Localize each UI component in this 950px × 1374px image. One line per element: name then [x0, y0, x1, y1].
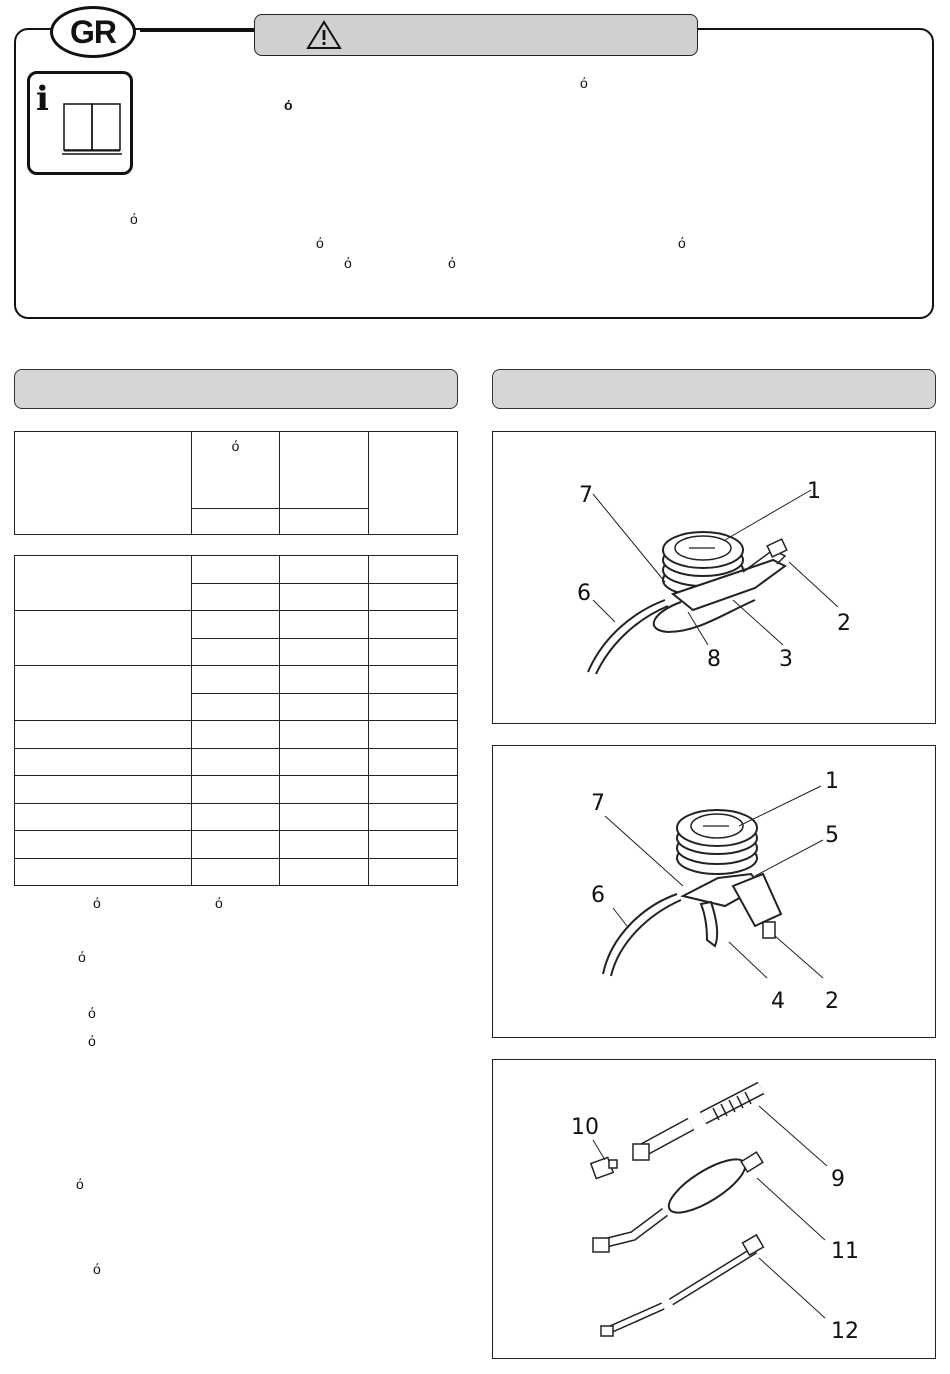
spec-header-cell — [368, 432, 457, 535]
table-cell — [191, 831, 279, 859]
spec-table-header — [14, 431, 458, 535]
table-cell — [280, 748, 368, 776]
notice-glyph: ό — [678, 235, 686, 251]
table-cell — [368, 831, 457, 859]
table-cell — [15, 666, 192, 721]
table-cell — [280, 776, 368, 804]
fig1-callout: 7 — [579, 483, 593, 508]
table-cell — [280, 666, 368, 694]
table-cell — [15, 721, 192, 749]
table-cell — [191, 611, 279, 639]
fig3-callout: 9 — [831, 1167, 845, 1192]
table-cell — [15, 556, 192, 611]
components-header — [492, 369, 936, 409]
table-cell — [15, 803, 192, 831]
table-cell — [368, 611, 457, 639]
table-cell — [368, 721, 457, 749]
notice-glyph: ό — [344, 255, 352, 271]
fig2-callout: 5 — [825, 823, 839, 848]
safety-notice-box — [14, 28, 934, 319]
table-cell — [280, 556, 368, 584]
table-cell — [191, 858, 279, 886]
note-glyph: ό — [76, 1176, 84, 1192]
fig1-callout: 8 — [707, 647, 721, 672]
notice-glyph: ό — [580, 75, 588, 91]
fig2-callout: 6 — [591, 883, 605, 908]
warning-triangle-icon — [306, 20, 342, 50]
table-cell — [368, 638, 457, 666]
language-badge — [50, 6, 136, 58]
table-cell — [191, 748, 279, 776]
spec-header-cell — [15, 432, 192, 535]
table-cell — [15, 611, 192, 666]
spec-header-cell — [280, 432, 368, 509]
notice-glyph: ό — [316, 235, 324, 251]
table-cell — [280, 858, 368, 886]
notice-glyph: ό — [130, 211, 138, 227]
fig1-callout: 3 — [779, 647, 793, 672]
language-code: GR — [70, 13, 116, 50]
table-cell — [15, 748, 192, 776]
table-cell — [368, 858, 457, 886]
figure-inflator-gauge — [492, 431, 936, 724]
spec-table-body — [14, 555, 458, 886]
table-cell — [280, 693, 368, 721]
table-cell — [368, 583, 457, 611]
fig3-callout: 10 — [571, 1115, 599, 1140]
fig1-callout: 1 — [807, 479, 821, 504]
table-cell — [191, 803, 279, 831]
table-cell — [191, 776, 279, 804]
figure-accessories — [492, 1059, 936, 1359]
notice-glyph: ό — [448, 255, 456, 271]
svg-text:i: i — [36, 79, 49, 119]
table-cell — [368, 556, 457, 584]
table-cell — [15, 858, 192, 886]
table-cell — [368, 748, 457, 776]
table-cell — [191, 556, 279, 584]
table-cell — [191, 666, 279, 694]
spec-header-glyph: ό — [231, 438, 240, 454]
spec-header-cell — [280, 509, 368, 535]
note-glyph: ό — [93, 1261, 101, 1277]
spec-header-cell — [191, 432, 279, 509]
table-cell — [191, 721, 279, 749]
fig2-callout: 1 — [825, 769, 839, 794]
fig2-callout: 7 — [591, 791, 605, 816]
table-cell — [368, 693, 457, 721]
table-cell — [191, 693, 279, 721]
table-cell — [280, 803, 368, 831]
table-cell — [15, 831, 192, 859]
table-cell — [191, 638, 279, 666]
fig1-callout: 2 — [837, 611, 851, 636]
table-cell — [368, 776, 457, 804]
fig1-callout: 6 — [577, 581, 591, 606]
table-cell — [280, 721, 368, 749]
specifications-header — [14, 369, 458, 409]
note-glyph: ό — [215, 895, 223, 911]
table-cell — [368, 803, 457, 831]
fig3-callout: 11 — [831, 1239, 859, 1264]
fig2-callout: 4 — [771, 989, 785, 1014]
table-cell — [15, 776, 192, 804]
note-glyph: ό — [93, 895, 101, 911]
divider-line — [140, 30, 255, 32]
inflator-variant-illustration — [493, 746, 935, 1037]
table-cell — [368, 666, 457, 694]
read-manual-icon — [27, 71, 133, 175]
spec-header-cell — [191, 509, 279, 535]
figure-inflator-variant — [492, 745, 936, 1038]
inflator-gauge-illustration — [493, 432, 935, 723]
table-cell — [280, 638, 368, 666]
fig3-callout: 12 — [831, 1319, 859, 1344]
fig2-callout: 2 — [825, 989, 839, 1014]
table-cell — [280, 611, 368, 639]
accessories-illustration — [493, 1060, 935, 1358]
table-cell — [280, 583, 368, 611]
note-glyph: ό — [88, 1005, 96, 1021]
table-cell — [280, 831, 368, 859]
note-glyph: ό — [88, 1033, 96, 1049]
notice-glyph: ό — [284, 97, 293, 113]
note-glyph: ό — [78, 949, 86, 965]
table-cell — [191, 583, 279, 611]
